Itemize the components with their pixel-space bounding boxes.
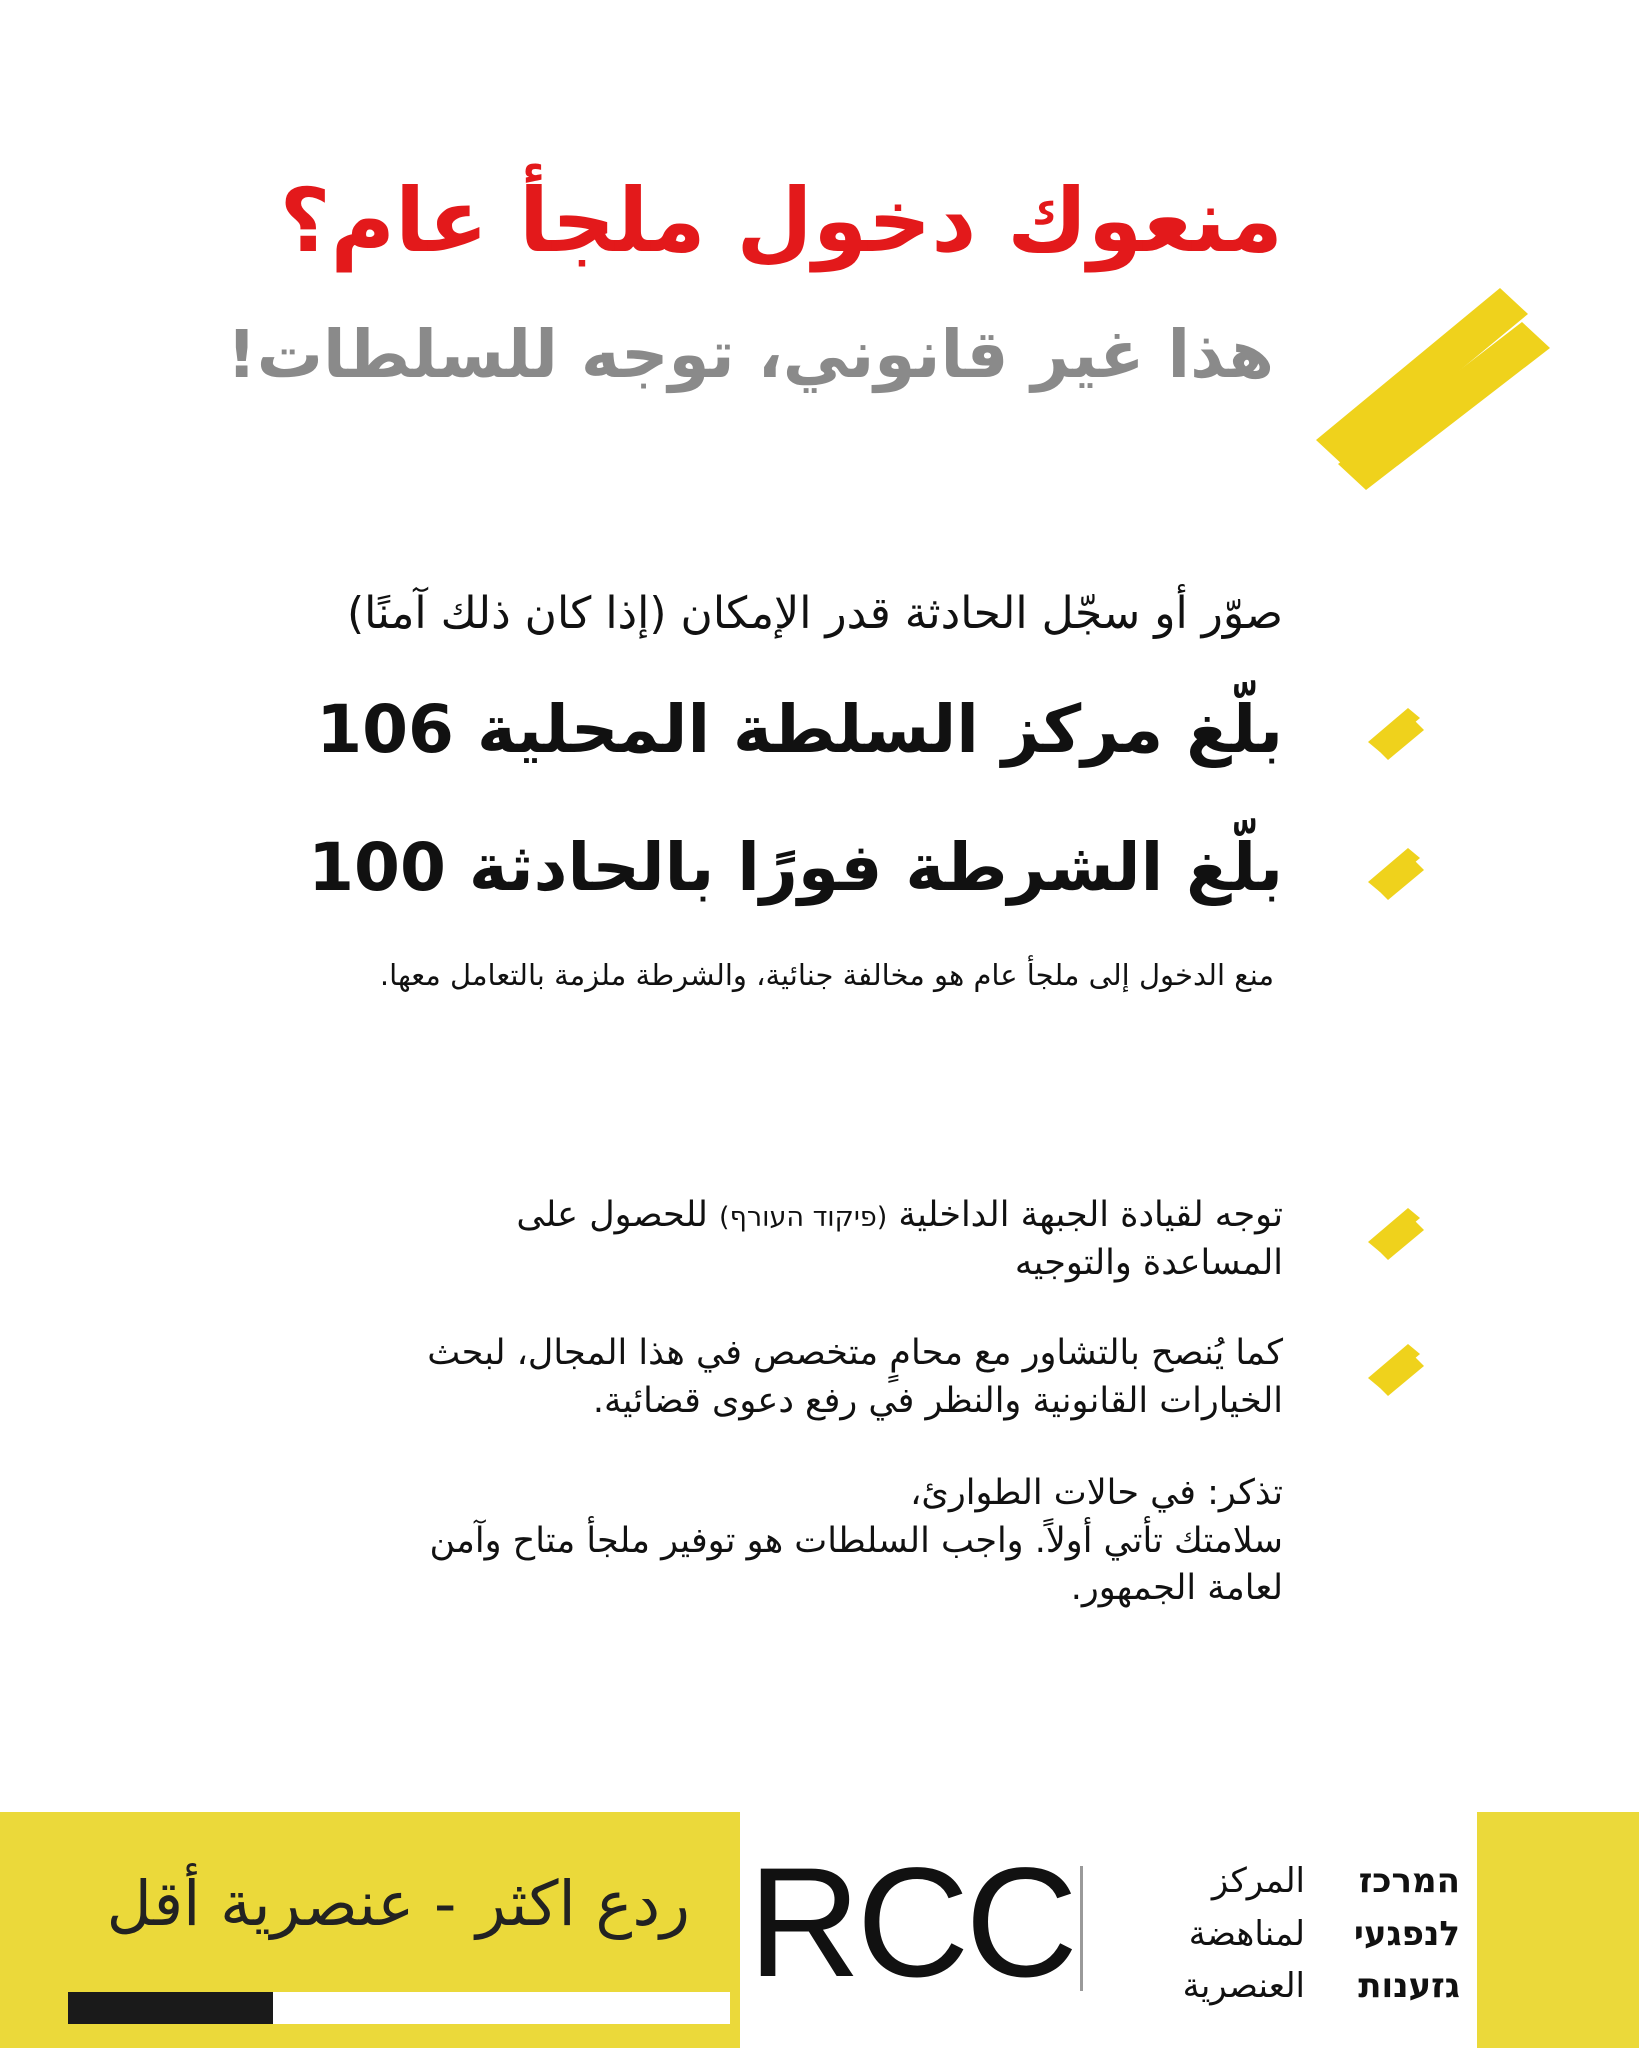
report-police-text: بلّغ الشرطة فورًا بالحادثة 100 bbox=[308, 829, 1283, 906]
slogan-bar-fill bbox=[68, 1992, 273, 2024]
corner-accent-block bbox=[1477, 1812, 1639, 2048]
slogan-text: ردع اكثر - عنصرية أقل bbox=[106, 1867, 690, 1940]
stripe-bullet-icon bbox=[1350, 842, 1430, 902]
record-incident-text: صوّر أو سجّل الحادثة قدر الإمكان (إذا كان ذلك آمنًا) bbox=[346, 588, 1283, 639]
home-front-hebrew-text: (פיקוד העורף) bbox=[719, 1202, 888, 1233]
page-subtitle: هذا غير قانوني، توجه للسلطات! bbox=[226, 316, 1274, 393]
rcc-logo: RCC bbox=[748, 1836, 1074, 2010]
slogan-banner bbox=[0, 1812, 740, 2048]
organization-name-arabic bbox=[1183, 1855, 1305, 2013]
lawyer-line-1: كما يُنصح بالتشاور مع محامٍ متخصص في هذا المجال، لبحث bbox=[427, 1333, 1283, 1373]
lawyer-line-2: الخيارات القانونية والنظر في رفع دعوى قضائية. bbox=[592, 1380, 1283, 1421]
home-front-line-2: المساعدة والتوجيه bbox=[1014, 1242, 1283, 1283]
org-he-line: לנפגעי bbox=[1353, 1913, 1460, 1954]
org-he-line: המרכז bbox=[1358, 1861, 1460, 1901]
reminder-line-3: لعامة الجمهور. bbox=[1070, 1568, 1283, 1609]
slogan-bar bbox=[68, 1992, 730, 2024]
org-ar-line: لمناهضة bbox=[1188, 1913, 1305, 1954]
home-front-text-end: للحصول على bbox=[516, 1195, 708, 1235]
home-front-text: توجه لقيادة الجبهة الداخلية bbox=[898, 1195, 1283, 1235]
lawyer-paragraph bbox=[283, 1330, 1283, 1425]
org-ar-line: المركز bbox=[1211, 1861, 1305, 1901]
double-stripe-icon bbox=[1300, 270, 1560, 490]
stripe-bullet-icon bbox=[1350, 702, 1430, 762]
logo-divider bbox=[1080, 1866, 1083, 1991]
org-he-line: גזענות bbox=[1358, 1966, 1460, 2007]
reminder-line-1: تذكر: في حالات الطوارئ، bbox=[910, 1473, 1283, 1513]
report-local-authority-text: بلّغ مركز السلطة المحلية 106 bbox=[316, 691, 1283, 768]
reminder-paragraph bbox=[283, 1470, 1283, 1613]
legal-note: منع الدخول إلى ملجأ عام هو مخالفة جنائية، والشرطة ملزمة بالتعامل معها. bbox=[379, 958, 1274, 992]
page-title: منعوك دخول ملجأ عام؟ bbox=[279, 169, 1283, 272]
home-front-paragraph bbox=[383, 1192, 1283, 1287]
reminder-line-2: سلامتك تأتي أولاً. واجب السلطات هو توفير ملجأ متاح وآمن bbox=[429, 1520, 1283, 1561]
stripe-bullet-icon bbox=[1350, 1338, 1430, 1398]
stripe-bullet-icon bbox=[1350, 1202, 1430, 1262]
org-ar-line: العنصرية bbox=[1182, 1966, 1305, 2007]
organization-name bbox=[1120, 1855, 1460, 2025]
organization-name-hebrew bbox=[1354, 1855, 1460, 2013]
